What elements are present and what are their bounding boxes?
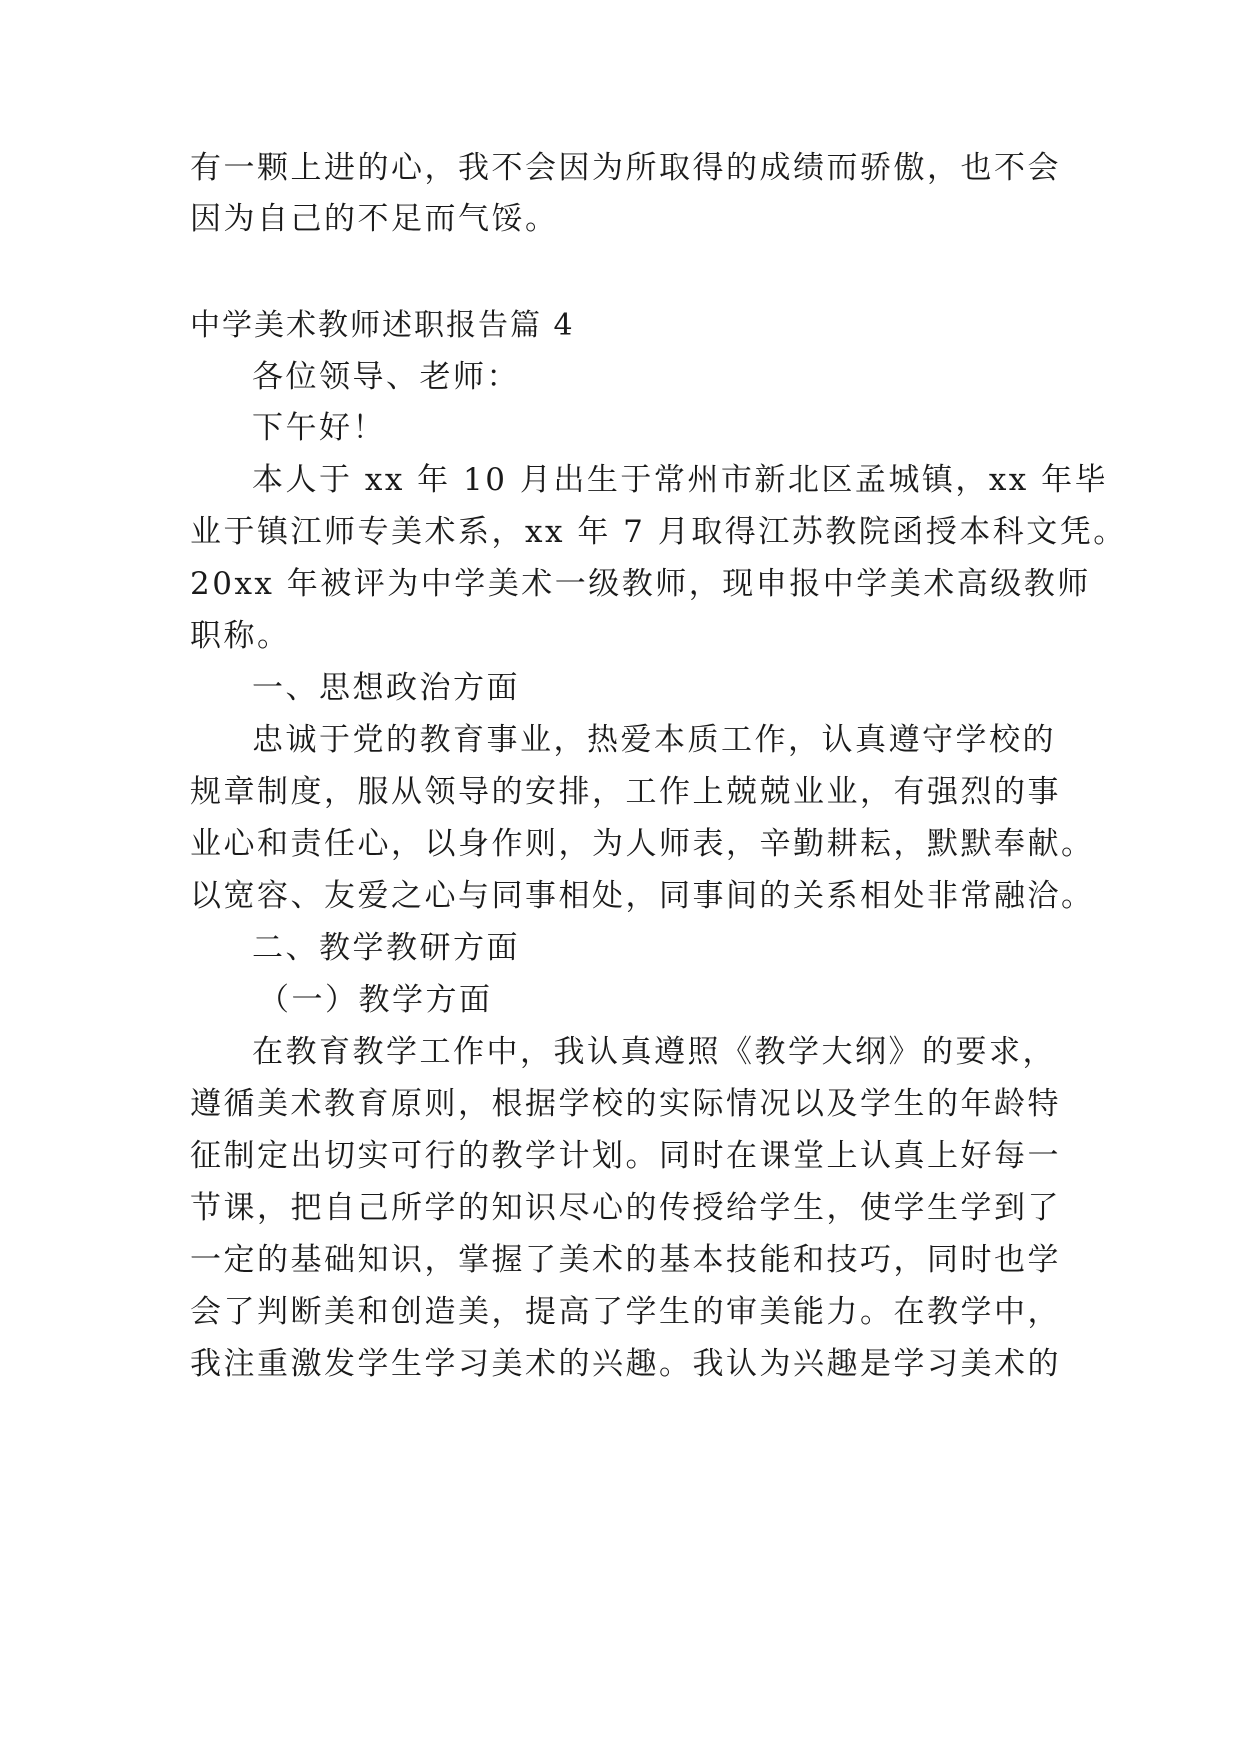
paragraph-line: 我注重激发学生学习美术的兴趣。我认为兴趣是学习美术的 (190, 1346, 1061, 1382)
paragraph-line: 一定的基础知识，掌握了美术的基本技能和技巧，同时也学 (190, 1242, 1061, 1278)
paragraph-line: 规章制度，服从领导的安排，工作上兢兢业业，有强烈的事 (190, 774, 1061, 810)
paragraph-line: 业心和责任心，以身作则，为人师表，辛勤耕耘，默默奉献。 (190, 826, 1095, 862)
paragraph-line: 职称。 (190, 618, 291, 654)
paragraph-line: 会了判断美和创造美，提高了学生的审美能力。在教学中， (190, 1294, 1061, 1330)
salutation: 下午好！ (252, 410, 386, 446)
paragraph-line: 业于镇江师专美术系，xx 年 7 月取得江苏教院函授本科文凭。 (190, 514, 1127, 550)
greeting: 各位领导、老师： (252, 359, 520, 395)
paragraph-line: 20xx 年被评为中学美术一级教师，现申报中学美术高级教师 (190, 566, 1091, 602)
paragraph-line: 节课，把自己所学的知识尽心的传授给学生，使学生学到了 (190, 1190, 1061, 1226)
paragraph-line: 遵循美术教育原则，根据学校的实际情况以及学生的年龄特 (190, 1086, 1061, 1122)
heading-politics: 一、思想政治方面 (252, 670, 520, 706)
paragraph-line: 忠诚于党的教育事业，热爱本质工作，认真遵守学校的 (252, 722, 1056, 758)
paragraph-line: 以宽容、友爱之心与同事相处，同事间的关系相处非常融洽。 (190, 878, 1095, 914)
paragraph-line: 本人于 xx 年 10 月出生于常州市新北区孟城镇，xx 年毕 (252, 462, 1109, 498)
paragraph-line: 有一颗上进的心，我不会因为所取得的成绩而骄傲，也不会 (190, 150, 1061, 186)
heading-teaching-research: 二、教学教研方面 (252, 930, 520, 966)
section-title: 中学美术教师述职报告篇 4 (190, 308, 575, 343)
paragraph-line: 征制定出切实可行的教学计划。同时在课堂上认真上好每一 (190, 1138, 1061, 1174)
subheading-teaching: （一）教学方面 (258, 982, 493, 1018)
paragraph-line: 在教育教学工作中，我认真遵照《教学大纲》的要求， (252, 1034, 1056, 1070)
paragraph-line: 因为自己的不足而气馁。 (190, 201, 559, 237)
